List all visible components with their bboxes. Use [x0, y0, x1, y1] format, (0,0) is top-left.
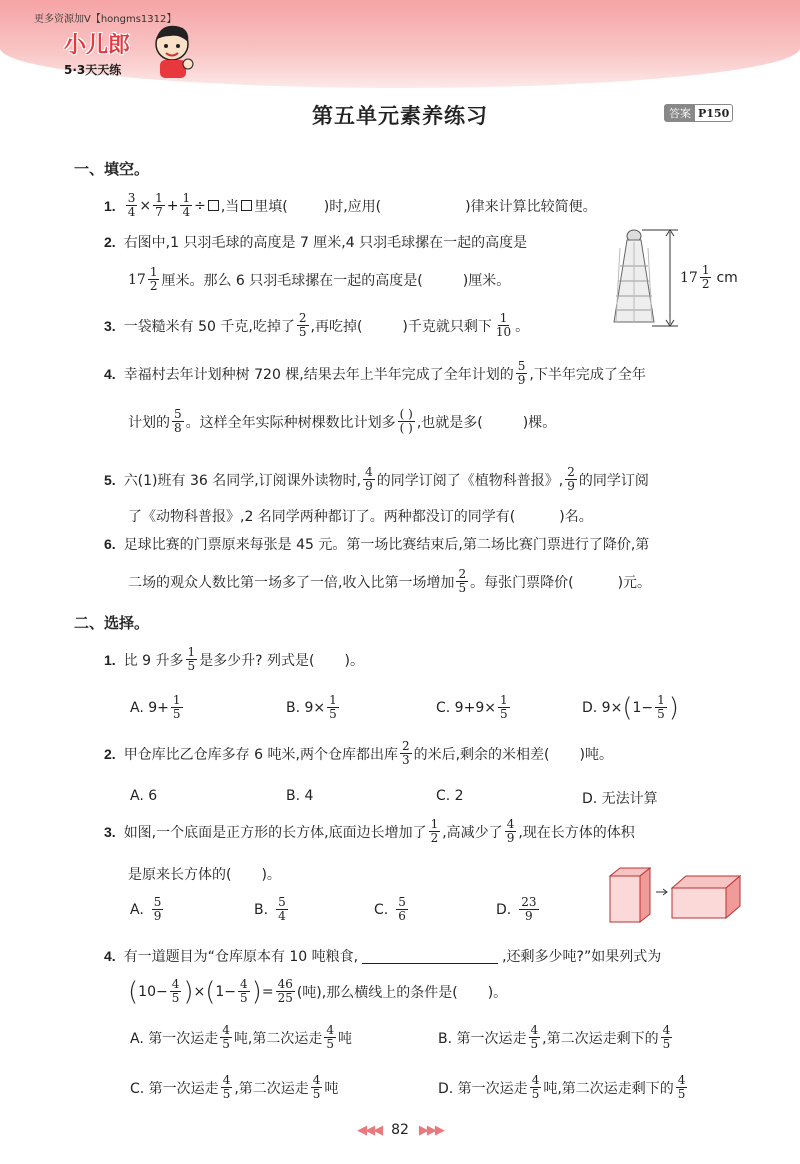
option-b[interactable]: B. 9× $\frac{1}{5}$: [286, 693, 337, 721]
prev-arrows-icon: ◀◀◀: [357, 1122, 382, 1138]
question-number: 2.: [104, 234, 116, 250]
option-d[interactable]: D. 无法计算: [582, 791, 658, 807]
logo-sub-text: 5·3天天练: [64, 63, 122, 77]
question-number: 3.: [104, 823, 116, 840]
question-1-3: 3. 一袋糙米有 50 千克,吃掉了 $\frac{2}{5}$ ,再吃掉( )千克就只剩下 $\frac{1}{10}$ 。: [104, 311, 530, 339]
page-number: 82: [391, 1122, 409, 1138]
question-2-1: 1. 比 9 升多 $\frac{1}{5}$ 是多少升? 列式是( )。: [104, 645, 364, 673]
question-number: 4.: [104, 948, 116, 964]
option-b[interactable]: B. 4: [286, 788, 314, 804]
question-number: 2.: [104, 745, 116, 762]
shuttlecock-stack-figure: [606, 226, 746, 332]
option-a[interactable]: A. 6: [130, 788, 158, 804]
question-2-4-line1: 4. 有一道题目为“仓库原本有 10 吨粮食, ,还剩多少吨?”如果列式为: [104, 948, 662, 965]
question-1-1: 1. $\frac{3}{4}$ × $\frac{1}{7}$ + $\frac{1}{4}$ ÷ ,当 里填( )时,应用( )律来计算比较简便。: [104, 191, 597, 219]
page-title: 第五单元素养练习: [312, 104, 488, 128]
arrow-right-icon: [656, 889, 667, 895]
question-number: 3.: [104, 317, 116, 334]
cuboid-transform-figure: [606, 862, 746, 924]
option-d[interactable]: D. 第一次运走 $\frac{4}{5}$ 吨,第二次运走剩下的 $\frac{4}{5}$: [438, 1073, 686, 1101]
question-1-5-line2: 了《动物科普报》,2 名同学两种都订了。两种都没订的同学有( )名。: [128, 509, 593, 525]
fraction: $\frac{3}{4}$: [127, 191, 136, 219]
question-2-2: 2. 甲仓库比乙仓库多存 6 吨米,两个仓库都出库 $\frac{2}{3}$ 的米后,剩余的米相差( )吨。: [104, 739, 613, 767]
shuttlecock-icon: [606, 226, 686, 332]
fraction: $\frac{1}{4}$: [182, 191, 191, 219]
question-1-4-line2: 计划的 $\frac{5}{8}$ 。这样全年实际种树棵数比计划多 $\frac{( )}{( )}$ ,也就是多( )棵。: [128, 407, 557, 435]
option-c[interactable]: C. $\frac{5}{6}$: [374, 895, 406, 923]
answer-reference: [664, 104, 733, 122]
answer-page: P150: [698, 106, 730, 120]
option-c[interactable]: C. 第一次运走 $\frac{4}{5}$ ,第二次运走 $\frac{4}{5}$ 吨: [130, 1073, 339, 1101]
answer-tag: 答案: [665, 105, 695, 121]
option-b[interactable]: B. 第一次运走 $\frac{4}{5}$ ,第二次运走剩下的 $\frac{4}{5}$: [438, 1023, 671, 1051]
condition-blank-line[interactable]: [362, 948, 498, 964]
question-1-6-line1: 6. 足球比赛的门票原来每张是 45 元。第一场比赛结束后,第二场比赛门票进行了降价,第: [104, 536, 650, 553]
question-1-2-line1: 2. 右图中,1 只羽毛球的高度是 7 厘米,4 只羽毛球摞在一起的高度是: [104, 234, 528, 251]
mascot-boy-icon: [150, 22, 196, 80]
brand-logo: [64, 28, 130, 78]
question-1-5-line1: 5. 六(1)班有 36 名同学,订阅课外读物时, $\frac{4}{9}$ 的同学订阅了《植物科普报》, $\frac{2}{9}$ 的同学订阅: [104, 465, 649, 493]
top-note: 更多资源加V【hongms1312】: [34, 14, 177, 25]
question-2-3-line2: 是原来长方体的( )。: [128, 867, 281, 883]
option-d[interactable]: D. 9× ( 1− $\frac{1}{5}$ ): [582, 692, 679, 723]
question-number: 6.: [104, 536, 116, 552]
option-b[interactable]: B. $\frac{5}{4}$: [254, 895, 286, 923]
option-a[interactable]: A. 第一次运走 $\frac{4}{5}$ 吨,第二次运走 $\frac{4}{5}$ 吨: [130, 1023, 352, 1051]
answer-box[interactable]: [241, 200, 252, 211]
question-1-6-line2: 二场的观众人数比第一场多了一倍,收入比第一场增加 $\frac{2}{5}$ 。每张门票降价( )元。: [128, 567, 652, 595]
answer-box[interactable]: [208, 200, 219, 211]
page-footer: [0, 1122, 800, 1138]
section-heading-fill: 一、填空。: [74, 160, 150, 178]
shuttlecock-height-label: 17 $\frac{1}{2}$ cm: [680, 263, 738, 291]
option-c[interactable]: C. 9+9× $\frac{1}{5}$: [436, 693, 508, 721]
tall-cuboid-icon: [610, 868, 650, 922]
question-number: 4.: [104, 365, 116, 382]
logo-main-text: 小儿郎: [64, 33, 131, 58]
section-heading-choice: 二、选择。: [74, 614, 150, 632]
question-2-4-line2: ( 10− $\frac{4}{5}$ ) × ( 1− $\frac{4}{5}$ ) = $\frac{46}{25}$ (吨),那么横线上的条件是( )。: [128, 976, 508, 1007]
next-arrows-icon: ▶▶▶: [418, 1122, 443, 1138]
question-1-4-line1: 4. 幸福村去年计划种树 720 棵,结果去年上半年完成了全年计划的 $\frac{5}{9}$ ,下半年完成了全年: [104, 359, 646, 387]
option-c[interactable]: C. 2: [436, 788, 464, 804]
question-number: 5.: [104, 471, 116, 488]
option-a[interactable]: A. 9+ $\frac{1}{5}$: [130, 693, 181, 721]
fraction-blank[interactable]: $\frac{( )}{( )}$: [399, 407, 413, 435]
question-number: 1.: [104, 197, 116, 214]
fraction: $\frac{1}{7}$: [155, 191, 163, 219]
question-number: 1.: [104, 651, 116, 668]
wide-cuboid-icon: [672, 876, 740, 918]
question-2-3-line1: 3. 如图,一个底面是正方形的长方体,底面边长增加了 $\frac{1}{2}$ ,高减少了 $\frac{4}{9}$ ,现在长方体的体积: [104, 817, 635, 845]
option-a[interactable]: A. $\frac{5}{9}$: [130, 895, 162, 923]
question-1-2-line2: 17 $\frac{1}{2}$ 厘米。那么 6 只羽毛球摞在一起的高度是( )厘米。: [128, 265, 511, 293]
mixed-number: 17 $\frac{1}{2}$: [128, 265, 158, 293]
option-d[interactable]: D. $\frac{23}{9}$: [496, 895, 537, 923]
